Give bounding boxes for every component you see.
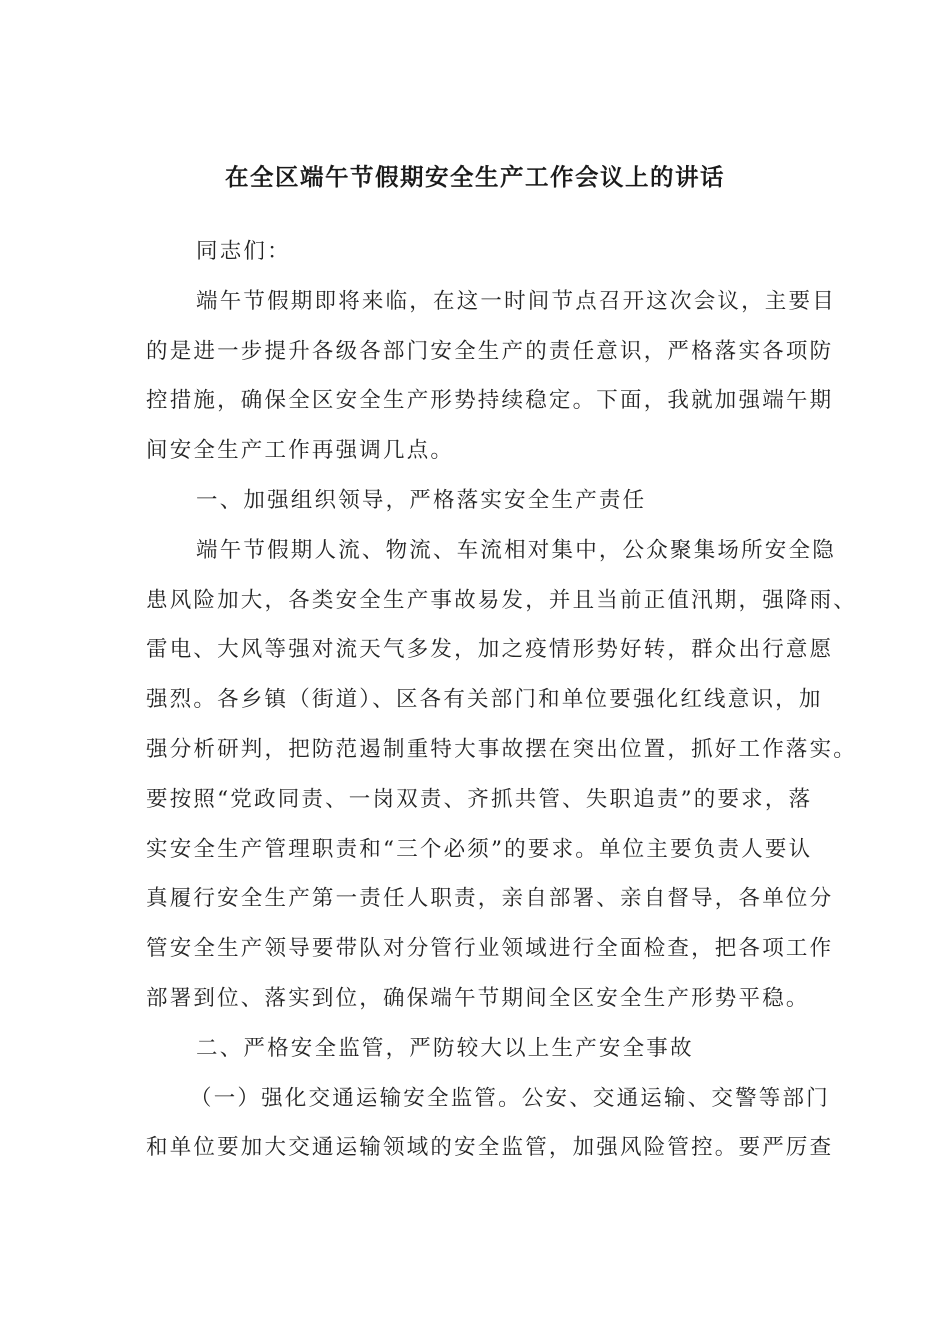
paragraph-line: 端午节假期人流、物流、车流相对集中，公众聚集场所安全隐 [196, 538, 836, 563]
section-heading-1: 一、加强组织领导，严格落实安全生产责任 [196, 488, 647, 513]
paragraph-line: 部署到位、落实到位，确保端午节期间全区安全生产形势平稳。 [146, 986, 810, 1011]
paragraph-line: 的是进一步提升各级各部门安全生产的责任意识，严格落实各项防 [146, 339, 834, 364]
paragraph-line: 控措施，确保全区安全生产形势持续稳定。下面，我就加强端午期 [146, 388, 834, 413]
paragraph-line: 强烈。各乡镇（街道）、区各有关部门和单位要强化红线意识，加 [146, 687, 823, 712]
paragraph-line: 间安全生产工作再强调几点。 [146, 438, 455, 463]
paragraph-line: 和单位要加大交通运输领域的安全监管，加强风险管控。要严厉查 [146, 1135, 834, 1160]
paragraph-line: 管安全生产领导要带队对分管行业领域进行全面检查，把各项工作 [146, 936, 834, 961]
subsection-line: （一）强化交通运输安全监管。公安、交通运输、交警等部门 [190, 1086, 830, 1111]
paragraph-line: 强分析研判，把防范遏制重特大事故摆在突出位置，抓好工作落实。 [146, 737, 858, 762]
paragraph-line: 实安全生产管理职责和“三个必须”的要求。单位主要负责人要认 [146, 837, 813, 862]
document-title: 在全区端午节假期安全生产工作会议上的讲话 [225, 163, 725, 191]
paragraph-line: 雷电、大风等强对流天气多发，加之疫情形势好转，群众出行意愿 [146, 637, 834, 662]
paragraph-line: 真履行安全生产第一责任人职责，亲自部署、亲自督导，各单位分 [146, 886, 834, 911]
salutation-line: 同志们： [196, 239, 291, 264]
section-heading-2: 二、严格安全监管，严防较大以上生产安全事故 [196, 1036, 694, 1061]
paragraph-line: 要按照“党政同责、一岗双责、齐抓共管、失职追责”的要求，落 [146, 787, 813, 812]
paragraph-line: 端午节假期即将来临，在这一时间节点召开这次会议，主要目 [196, 289, 836, 314]
paragraph-line: 患风险加大，各类安全生产事故易发，并且当前正值汛期，强降雨、 [146, 588, 858, 613]
